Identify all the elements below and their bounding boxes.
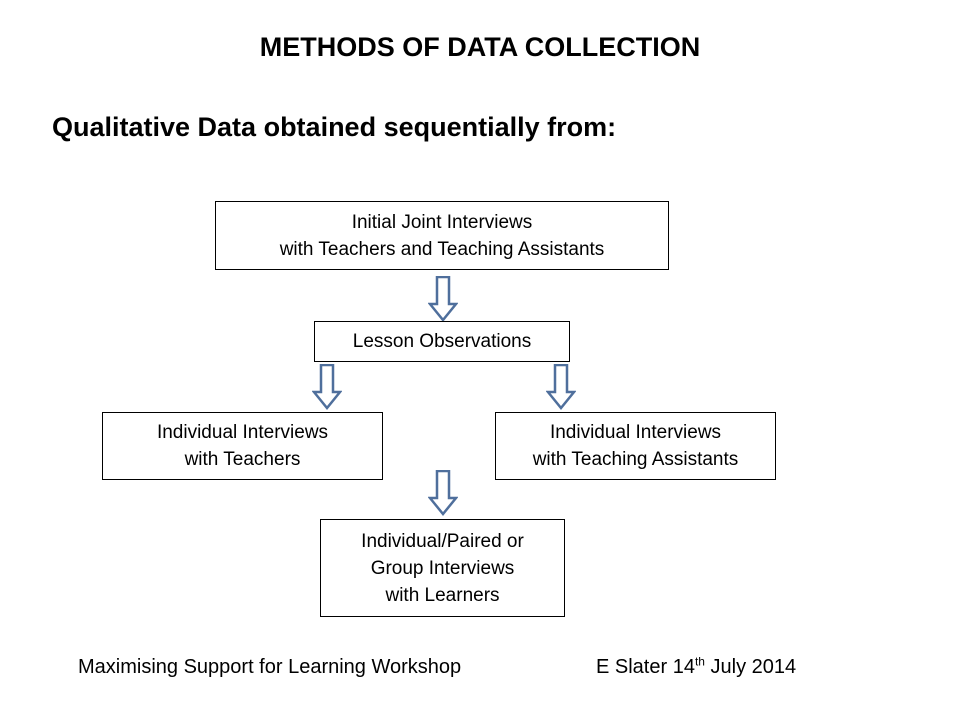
down-arrow-icon — [428, 470, 458, 516]
footer-author-date — [596, 656, 796, 679]
down-arrow-icon — [312, 364, 342, 410]
slide-title: METHODS OF DATA COLLECTION — [259, 32, 701, 62]
initial-joint-interviews-box — [215, 201, 669, 270]
box-line: Individual Interviews — [156, 422, 329, 443]
ta-interviews-box — [495, 412, 776, 480]
footer-author-date-sup: th — [694, 654, 705, 669]
box-line: Lesson Observations — [352, 331, 532, 352]
box-line: Initial Joint Interviews — [351, 211, 533, 233]
footer-author-date-suffix: July 2014 — [704, 656, 797, 678]
box-line: with Teachers — [184, 449, 301, 470]
down-arrow-icon — [428, 276, 458, 322]
footer-author-date-prefix: E Slater 14 — [596, 656, 695, 678]
box-line: with Teachers and Teaching Assistants — [279, 238, 605, 260]
lesson-observations-box — [314, 321, 570, 362]
footer-workshop: Maximising Support for Learning Workshop — [78, 656, 462, 678]
box-line: Group Interviews — [370, 557, 515, 579]
box-line: Individual Interviews — [549, 422, 722, 443]
box-line: with Teaching Assistants — [532, 449, 739, 470]
slide-subtitle: Qualitative Data obtained sequentially from: — [52, 112, 617, 142]
box-line: Individual/Paired or — [361, 530, 524, 552]
down-arrow-icon — [546, 364, 576, 410]
box-line: with Learners — [385, 584, 500, 606]
learner-interviews-box — [320, 519, 565, 617]
teacher-interviews-box — [102, 412, 383, 480]
